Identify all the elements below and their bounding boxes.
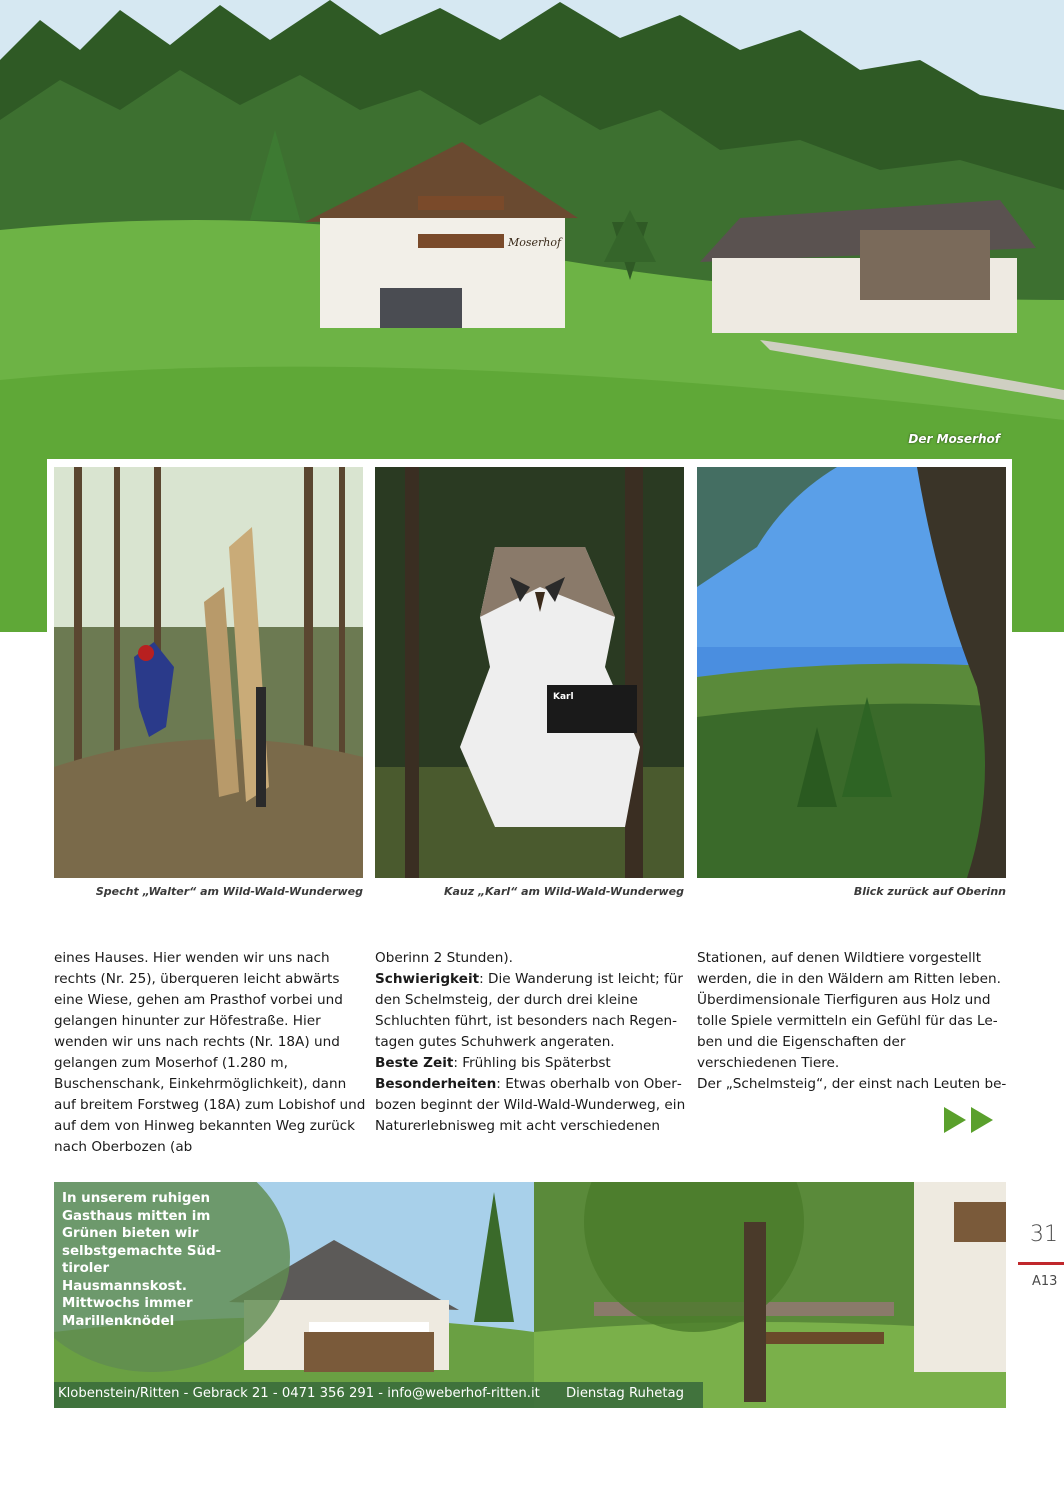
ad-contact: Klobenstein/Ritten - Gebrack 21 - 0471 356 291 - info@weberhof-ritten.it [58,1386,540,1401]
difficulty-text: : Die Wanderung ist leicht; für den Schelmsteig, der durch drei kleine Schluchten führt, ist besonders nach Regentagen gutes Schuhwerk angeraten. [375,971,683,1050]
text-column-2 [375,948,687,1137]
photo-view-oberinn [697,467,1006,878]
column-3-paragraph-2: Der „Schelmsteig“, der einst nach Leuten be- [697,1076,1007,1092]
photo-caption-owl: Kauz „Karl“ am Wild-Wald-Wunderweg [443,885,684,898]
text-column-3 [697,948,1009,1095]
hero-sign: Moserhof [508,236,562,249]
advertisement [54,1182,1006,1408]
page-number: 31 [1030,1222,1058,1247]
photo-owl [375,467,684,878]
best-time-paragraph [375,1053,687,1074]
ad-closed-day: Dienstag Ruhetag [566,1386,684,1401]
hero-caption: Der Moserhof [908,432,1000,446]
ad-footer-bar [54,1382,703,1408]
page-number-rule [1018,1262,1064,1265]
photo-woodpecker [54,467,363,878]
difficulty-label: Schwierigkeit [375,971,480,987]
best-time-label: Beste Zeit [375,1055,454,1071]
double-play-arrow-icon [944,1107,994,1133]
column-1-text: eines Hauses. Hier wenden wir uns nach rechts (Nr. 25), überqueren leicht abwärts eine Wiese, gehen am Prasthof vorbei und gelangen hinunter zur Höfestraße. Hier wenden wir uns nach rechts (Nr. 18A) und gelangen zum Moserhof (1.280 m, Buschenschank, Einkehrmöglichkeit), dann auf breitem Forstweg (18A) zum Lobishof und auf dem von Hinweg bekannten Weg zurück nach Oberbozen (ab [54,950,366,1155]
difficulty-paragraph [375,969,687,1053]
special-text: : Etwas oberhalb von Oberbozen beginnt der Wild-Wald-Wunderweg, ein Naturerlebnisweg mit acht verschiedenen [375,1076,686,1134]
text-column-1 [54,948,366,1158]
photo-caption-woodpecker: Specht „Walter“ am Wild-Wald-Wunderweg [95,885,363,898]
page-code: A13 [1032,1274,1058,1289]
woodpecker-photo-illustration [54,467,363,878]
view-photo-illustration [697,467,1006,878]
column-2-intro: Oberinn 2 Stunden). [375,950,514,966]
special-label: Besonderheiten [375,1076,497,1092]
photo-strip [47,459,1012,888]
best-time-text: : Frühling bis Späterbst [453,1055,611,1071]
column-3-paragraph-1: Stationen, auf denen Wildtiere vorgestellt werden, die in den Wäldern am Ritten leben. Überdimensionale Tierfiguren aus Holz und tolle Spiele vermitteln ein Gefühl für das Leben und die Eigenschaften der verschiedenen Tiere. [697,950,1001,1071]
owl-sign: Karl [553,692,574,702]
ad-tagline: In unserem ruhigen Gasthaus mitten im Grünen bieten wir selbstgemachte Südtiroler Hausmannskost. Mittwochs immer Marillenknödel [62,1191,222,1329]
photo-caption-view: Blick zurück auf Oberinn [853,885,1006,898]
owl-photo-illustration [375,467,684,878]
special-paragraph [375,1074,687,1137]
